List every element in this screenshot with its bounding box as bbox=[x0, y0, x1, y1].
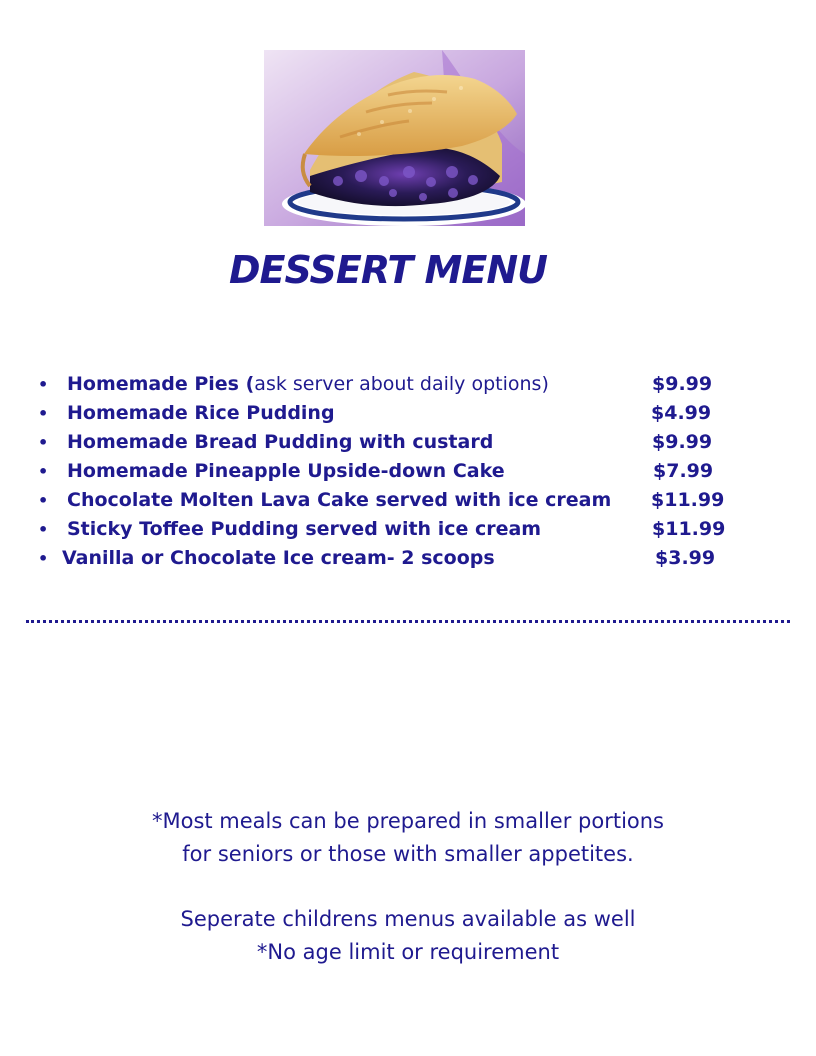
item-name bbox=[67, 370, 549, 399]
item-price: $9.99 bbox=[652, 431, 713, 453]
menu-item-sticky-toffee bbox=[0, 515, 816, 544]
menu-title: DESSERT MENU bbox=[229, 248, 547, 292]
item-name: Vanilla or Chocolate Ice cream- 2 scoops bbox=[62, 547, 495, 569]
bullet-icon: • bbox=[38, 491, 49, 510]
bullet-icon: • bbox=[38, 549, 49, 568]
item-name: Homemade Bread Pudding with custard bbox=[67, 431, 494, 453]
item-price: $7.99 bbox=[653, 460, 714, 482]
note-portions-line-2: for seniors or those with smaller appetites. bbox=[182, 842, 634, 866]
menu-item-pies bbox=[0, 370, 816, 399]
item-price: $9.99 bbox=[652, 373, 713, 395]
bullet-icon: • bbox=[38, 404, 49, 423]
note-portions-line-1: *Most meals can be prepared in smaller portions bbox=[151, 809, 665, 833]
item-price: $11.99 bbox=[652, 518, 726, 540]
item-price: $3.99 bbox=[655, 547, 716, 569]
item-title: Homemade Pies ( bbox=[67, 373, 255, 395]
note-age-limit: *No age limit or requirement bbox=[256, 940, 560, 964]
item-price: $11.99 bbox=[651, 489, 725, 511]
item-name: Homemade Rice Pudding bbox=[67, 402, 335, 424]
menu-item-lava-cake bbox=[0, 486, 816, 515]
menu-item-rice-pudding bbox=[0, 399, 816, 428]
item-name: Chocolate Molten Lava Cake served with ice cream bbox=[67, 489, 612, 511]
item-price: $4.99 bbox=[651, 402, 712, 424]
menu-item-pineapple-cake bbox=[0, 457, 816, 486]
bullet-icon: • bbox=[38, 462, 49, 481]
note-kids-menu: Seperate childrens menus available as well bbox=[180, 907, 636, 931]
bullet-icon: • bbox=[38, 433, 49, 452]
item-name: Sticky Toffee Pudding served with ice cream bbox=[67, 518, 542, 540]
blueberry-pie-image bbox=[264, 50, 525, 226]
menu-item-bread-pudding bbox=[0, 428, 816, 457]
dotted-divider bbox=[26, 620, 790, 623]
menu-item-ice-cream bbox=[0, 544, 816, 573]
item-name: Homemade Pineapple Upside-down Cake bbox=[67, 460, 505, 482]
item-detail: ask server about daily options) bbox=[254, 373, 549, 395]
bullet-icon: • bbox=[38, 520, 49, 539]
bullet-icon: • bbox=[38, 375, 49, 394]
